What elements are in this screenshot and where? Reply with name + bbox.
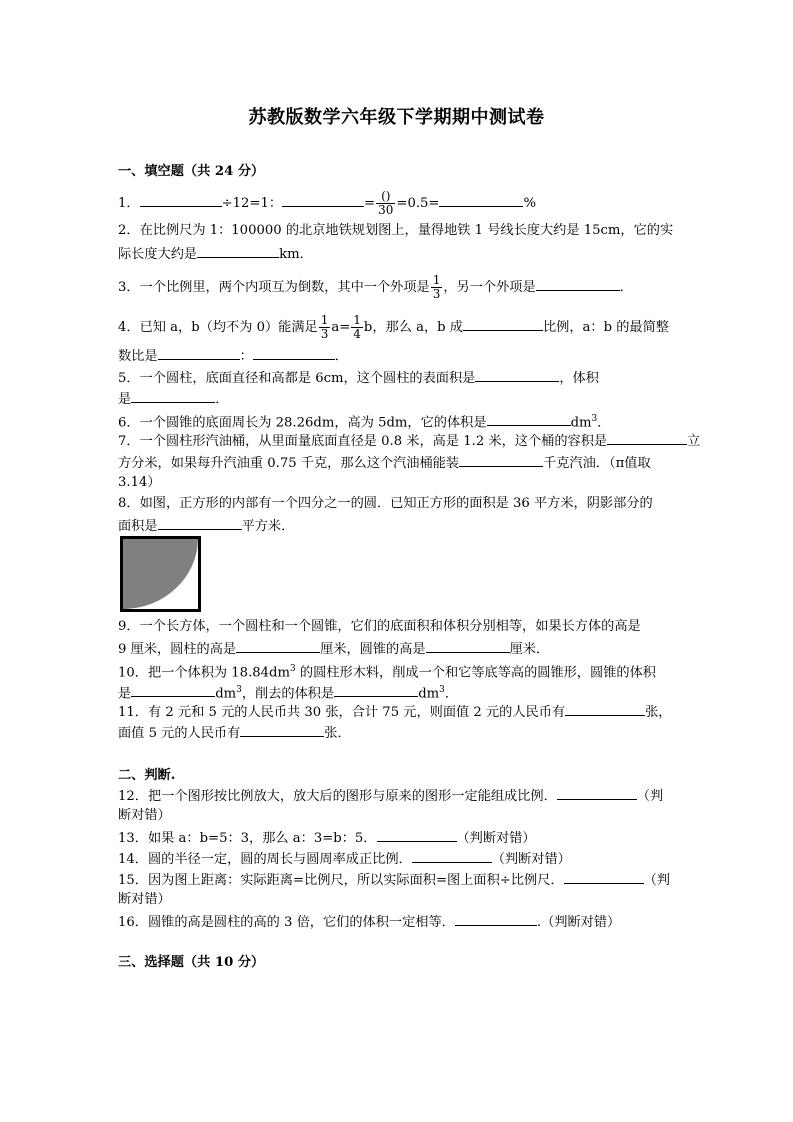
question-1: 1． ÷12=1： = $\frac{()}{30}$ =0.5= % [118,189,536,217]
section-heading-true-false: 二、判断. [118,768,176,783]
question-5-line-1: 5．一个圆柱，底面直径和高都是 6cm，这个圆柱的表面积是 ，体积 [118,367,675,389]
answer-blank[interactable] [140,192,222,207]
question-16: 16．圆锥的高是圆柱的高的 3 倍，它们的体积一定相等． .（判断对错） [118,911,675,933]
answer-blank[interactable] [197,243,279,258]
question-4-line-2: 数比是 ： ． [118,345,675,367]
question-14: 14．圆的半径一定，圆的周长与圆周率成正比例． （判断对错） [118,848,675,870]
question-10-line-1: 10．把一个体积为 $18.84dm^3$ 的圆柱形木料，削成一个和它等底等高的圆锥形，圆锥的体积 [118,664,656,681]
answer-blank[interactable] [565,701,645,716]
question-12-line-2: 断对错） [118,808,171,823]
answer-blank[interactable] [463,316,543,331]
question-4-line-1: 4．已知 a，b（均不为 0）能满足 $\frac{1}{3}$ a= $\frac{1}{4}$ b，那么 a，b 成 比例，a：b 的最简整 [118,313,669,341]
question-15-line-2: 断对错） [118,892,171,907]
question-5-line-2: 是 ． [118,388,675,410]
question-8-line-2: 面积是 平方米． [118,515,675,537]
question-10-line-2: 是 $dm^3$，削去的体积是 $dm^3$． [118,680,675,704]
question-13: 13．如果 a：b=5：3，那么 a：3=b：5． （判断对错） [118,827,675,849]
fraction: $\frac{1}{3}$ [432,273,441,301]
answer-blank[interactable] [412,848,492,863]
answer-blank[interactable] [564,869,644,884]
question-9-line-2: 9 厘米，圆柱的高是 厘米，圆锥的高是 厘米． [118,638,675,660]
question-8-line-1: 8．如图，正方形的内部有一个四分之一的圆．已知正方形的面积是 36 平方米，阴影部分的 [118,496,653,511]
question-11-line-1: 11．有 2 元和 5 元的人民币共 30 张，合计 75 元，则面值 2 元的人民币有 张， [118,701,675,723]
question-7-line-2: 方分米，如果每升汽油重 0.75 千克，那么这个汽油桶能装 千克汽油．（π值取 [118,452,675,474]
answer-blank[interactable] [459,452,543,467]
fraction: $\frac{1}{4}$ [353,313,361,341]
answer-blank[interactable] [240,722,324,737]
answer-blank[interactable] [475,367,559,382]
page-title: 苏教版数学六年级下学期期中测试卷 [248,107,545,128]
answer-blank[interactable] [377,827,457,842]
answer-blank[interactable] [607,430,687,445]
answer-blank[interactable] [282,192,364,207]
answer-blank[interactable] [158,515,242,530]
question-2-line-1: 2．在比例尺为 1：100000 的北京地铁规划图上，量得地铁 1 号线长度大约是 15cm，它的实 [118,223,674,238]
answer-blank[interactable] [131,682,215,697]
answer-blank[interactable] [455,911,537,926]
answer-blank[interactable] [439,192,523,207]
section-heading-fill-blank: 一、填空题（共 24 分） [118,164,265,179]
question-15-line-1: 15．因为图上距离：实际距离=比例尺，所以实际面积=图上面积÷比例尺． （判 [118,869,675,891]
answer-blank[interactable] [536,276,620,291]
answer-blank[interactable] [487,411,571,426]
question-9-line-1: 9．一个长方体，一个圆柱和一个圆锥，它们的底面积和体积分别相等，如果长方体的高是 [118,619,641,634]
question-7-line-1: 7．一个圆柱形汽油桶，从里面量底面直径是 0.8 米，高是 1.2 米，这个桶的容积是 立 [118,430,675,452]
question-2-line-2: 际长度大约是 km． [118,243,675,265]
quarter-circle-square-figure [120,536,202,612]
answer-blank[interactable] [236,638,320,653]
section-heading-multiple-choice: 三、选择题（共 10 分） [118,955,265,970]
answer-blank[interactable] [131,388,215,403]
answer-blank[interactable] [334,682,418,697]
question-7-line-3: 3.14） [118,475,161,490]
fraction: $\frac{1}{3}$ [320,313,329,341]
fraction: $\frac{()}{30}$ [378,189,394,217]
question-11-line-2: 面值 5 元的人民币有 张． [118,722,675,744]
question-3: 3．一个比例里，两个内项互为倒数，其中一个外项是 $\frac{1}{3}$ ，另一个外项是 ． [118,273,633,301]
answer-blank[interactable] [426,638,510,653]
question-12-line-1: 12．把一个图形按比例放大，放大后的图形与原来的图形一定能组成比例． （判 [118,785,675,807]
answer-blank[interactable] [253,345,335,360]
answer-blank[interactable] [557,785,637,800]
answer-blank[interactable] [158,345,240,360]
question-6: 6．一个圆锥的底面周长为 28.26dm，高为 5dm，它的体积是 $dm^3$． [118,409,675,433]
